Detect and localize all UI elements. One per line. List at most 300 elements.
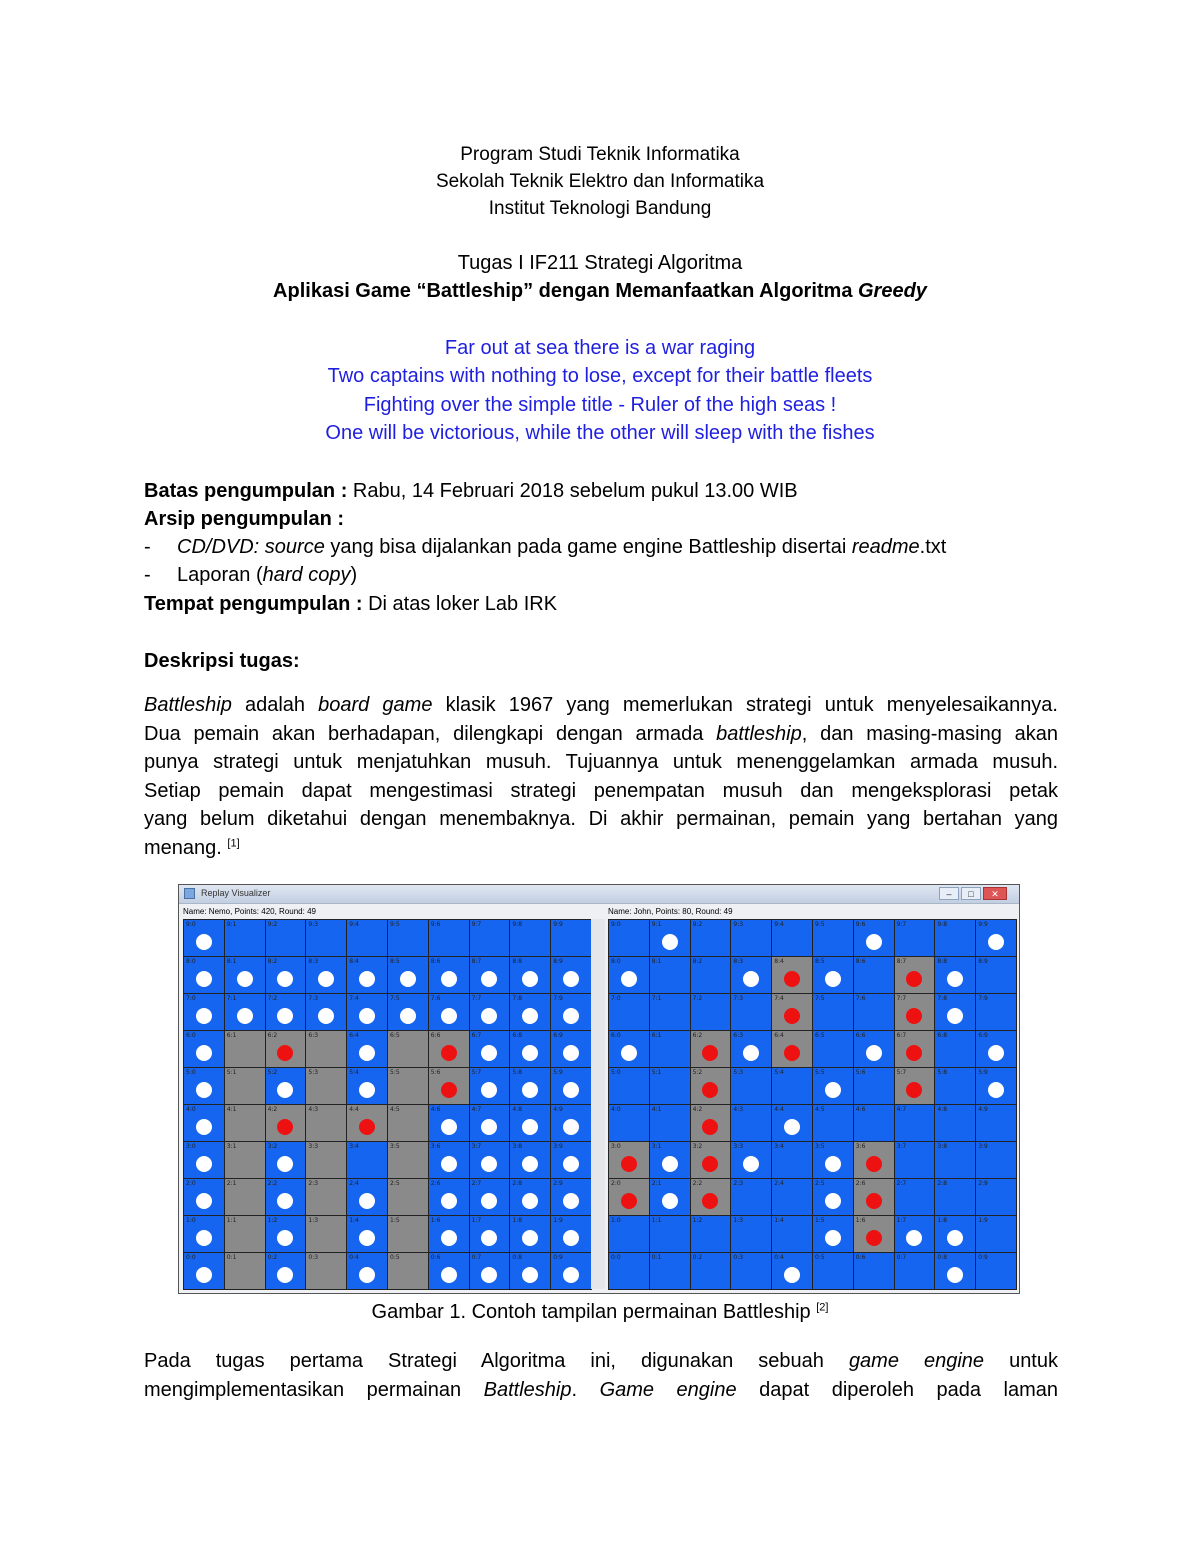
board-cell: 1:1 [649, 1215, 691, 1253]
board-cell: 2:3 [730, 1178, 772, 1216]
maximize-icon[interactable]: □ [961, 887, 981, 900]
poem-line-2: Two captains with nothing to lose, except for their battle fleets [327, 365, 873, 387]
board-cell: 7:6 [853, 993, 895, 1031]
board-cell: 5:6 [428, 1067, 470, 1105]
board-cell: 6:3 [305, 1030, 347, 1068]
board-cell: 9:3 [305, 919, 347, 957]
miss-marker [947, 1008, 963, 1024]
miss-marker [481, 1230, 497, 1246]
hit-marker [784, 1008, 800, 1024]
board-cell: 9:1 [224, 919, 266, 957]
board-cell: 8:6 [428, 956, 470, 994]
miss-marker [825, 1230, 841, 1246]
miss-marker [866, 934, 882, 950]
board-cell: 1:2 [265, 1215, 307, 1253]
board-cell: 9:6 [853, 919, 895, 957]
miss-marker [784, 1267, 800, 1283]
poem-line-3: Fighting over the simple title - Ruler of the high seas ! [363, 394, 837, 416]
description-line: punya strategi untuk menjatuhkan musuh. Tujuannya untuk menenggelamkan armada musuh. [144, 751, 1058, 774]
board-cell: 9:4 [346, 919, 388, 957]
miss-marker [196, 1267, 212, 1283]
board-cell: 7:5 [387, 993, 429, 1031]
closing-paragraph [144, 1347, 1058, 1404]
board-cell: 8:3 [730, 956, 772, 994]
minimize-icon[interactable]: – [939, 887, 959, 900]
board-cell: 3:9 [550, 1141, 592, 1179]
hit-marker [702, 1045, 718, 1061]
miss-marker [522, 1230, 538, 1246]
board-cell: 2:5 [812, 1178, 854, 1216]
hit-marker [277, 1119, 293, 1135]
board-cell: 6:8 [509, 1030, 551, 1068]
board-cell: 4:4 [771, 1104, 813, 1142]
miss-marker [522, 1082, 538, 1098]
board-cell: 3:6 [428, 1141, 470, 1179]
board-cell: 1:9 [975, 1215, 1017, 1253]
miss-marker [481, 1008, 497, 1024]
board-cell: 3:8 [934, 1141, 976, 1179]
miss-marker [481, 1156, 497, 1172]
miss-marker [277, 1193, 293, 1209]
miss-marker [196, 1230, 212, 1246]
app-icon [184, 888, 195, 899]
miss-marker [196, 1193, 212, 1209]
board-cell: 8:8 [934, 956, 976, 994]
board-cell: 6:1 [224, 1030, 266, 1068]
board-cell: 4:3 [730, 1104, 772, 1142]
board-cell: 5:2 [690, 1067, 732, 1105]
miss-marker [825, 1082, 841, 1098]
board-cell: 1:3 [730, 1215, 772, 1253]
board-cell: 7:3 [730, 993, 772, 1031]
board-cell: 1:0 [183, 1215, 225, 1253]
miss-marker [825, 971, 841, 987]
miss-marker [662, 934, 678, 950]
board-cell: 7:4 [346, 993, 388, 1031]
board-cell: 4:7 [894, 1104, 936, 1142]
archive-label: Arsip pengumpulan : [144, 508, 344, 530]
title-italic: Greedy [858, 280, 927, 302]
board-cell: 6:6 [428, 1030, 470, 1068]
board-cell: 0:1 [224, 1252, 266, 1290]
miss-marker [277, 1230, 293, 1246]
hit-marker [866, 1156, 882, 1172]
hit-marker [441, 1082, 457, 1098]
board-cell: 4:2 [265, 1104, 307, 1142]
miss-marker [359, 1045, 375, 1061]
board-cell: 7:6 [428, 993, 470, 1031]
miss-marker [400, 971, 416, 987]
board-cell: 6:7 [894, 1030, 936, 1068]
miss-marker [522, 1156, 538, 1172]
board-cell: 9:0 [608, 919, 650, 957]
board-cell: 5:8 [509, 1067, 551, 1105]
board-cell: 8:9 [550, 956, 592, 994]
miss-marker [563, 1230, 579, 1246]
place-value: Di atas loker Lab IRK [362, 593, 558, 615]
board-cell: 1:7 [894, 1215, 936, 1253]
board-cell: 8:4 [346, 956, 388, 994]
miss-marker [522, 1193, 538, 1209]
miss-marker [947, 1267, 963, 1283]
board-cell: 7:7 [469, 993, 511, 1031]
board-cell: 6:3 [730, 1030, 772, 1068]
board-cell: 5:3 [730, 1067, 772, 1105]
hit-marker [906, 1082, 922, 1098]
miss-marker [196, 1119, 212, 1135]
school-name: Sekolah Teknik Elektro dan Informatika [435, 171, 765, 192]
board-cell: 5:0 [608, 1067, 650, 1105]
board-cell: 0:7 [894, 1252, 936, 1290]
board-cell: 1:9 [550, 1215, 592, 1253]
institute-name: Institut Teknologi Bandung [488, 198, 712, 219]
poem-line-4: One will be victorious, while the other will sleep with the fishes [325, 422, 875, 444]
board-cell: 0:7 [469, 1252, 511, 1290]
board-cell: 7:8 [509, 993, 551, 1031]
board-cell: 1:1 [224, 1215, 266, 1253]
board-cell: 2:7 [469, 1178, 511, 1216]
miss-marker [522, 971, 538, 987]
miss-marker [277, 1082, 293, 1098]
miss-marker [866, 1045, 882, 1061]
board-cell: 5:2 [265, 1067, 307, 1105]
board-cell: 7:0 [608, 993, 650, 1031]
hit-marker [702, 1082, 718, 1098]
board-cell: 9:9 [550, 919, 592, 957]
miss-marker [743, 971, 759, 987]
board-cell: 0:6 [853, 1252, 895, 1290]
board-cell: 3:1 [649, 1141, 691, 1179]
board-cell: 3:0 [608, 1141, 650, 1179]
miss-marker [825, 1193, 841, 1209]
board-cell: 7:4 [771, 993, 813, 1031]
board-cell: 2:9 [550, 1178, 592, 1216]
board-cell: 2:0 [608, 1178, 650, 1216]
board-cell: 7:3 [305, 993, 347, 1031]
closing-line-2: mengimplementasikan permainan Battleship. Game engine dapat diperoleh pada laman [144, 1378, 1058, 1401]
board-cell: 6:5 [387, 1030, 429, 1068]
board-cell: 8:5 [387, 956, 429, 994]
board-cell: 0:8 [509, 1252, 551, 1290]
board-cell: 4:1 [224, 1104, 266, 1142]
miss-marker [988, 1045, 1004, 1061]
miss-marker [988, 1082, 1004, 1098]
miss-marker [196, 934, 212, 950]
board-cell: 7:0 [183, 993, 225, 1031]
miss-marker [318, 1008, 334, 1024]
board-cell: 7:2 [265, 993, 307, 1031]
miss-marker [481, 1193, 497, 1209]
miss-marker [522, 1267, 538, 1283]
miss-marker [441, 1267, 457, 1283]
miss-marker [825, 1156, 841, 1172]
board-cell: 6:4 [346, 1030, 388, 1068]
miss-marker [277, 1156, 293, 1172]
board-cell: 4:1 [649, 1104, 691, 1142]
board-cell: 3:1 [224, 1141, 266, 1179]
board-cell: 2:8 [509, 1178, 551, 1216]
description-line: Setiap pemain dapat mengestimasi strategi penempatan musuh dan mengeksplorasi petak [144, 779, 1058, 802]
miss-marker [481, 1267, 497, 1283]
board-cell: 0:0 [183, 1252, 225, 1290]
board-cell: 2:8 [934, 1178, 976, 1216]
board-cell: 0:3 [305, 1252, 347, 1290]
miss-marker [522, 1045, 538, 1061]
hit-marker [906, 971, 922, 987]
board-cell: 6:4 [771, 1030, 813, 1068]
board-cell: 8:2 [690, 956, 732, 994]
board-cell: 1:5 [812, 1215, 854, 1253]
board-cell: 8:7 [469, 956, 511, 994]
hit-marker [866, 1230, 882, 1246]
board-cell: 1:7 [469, 1215, 511, 1253]
miss-marker [563, 971, 579, 987]
board-cell: 3:8 [509, 1141, 551, 1179]
board-cell: 8:8 [509, 956, 551, 994]
board-cell: 7:9 [975, 993, 1017, 1031]
board-cell: 6:5 [812, 1030, 854, 1068]
board-cell: 4:5 [387, 1104, 429, 1142]
miss-marker [481, 1119, 497, 1135]
board-cell: 3:2 [690, 1141, 732, 1179]
board-cell: 5:0 [183, 1067, 225, 1105]
description-line: menang. [1] [144, 836, 240, 859]
board-cell: 4:2 [690, 1104, 732, 1142]
board-cell: 8:0 [183, 956, 225, 994]
board-cell: 3:5 [387, 1141, 429, 1179]
board-cell: 5:9 [550, 1067, 592, 1105]
board-cell: 9:0 [183, 919, 225, 957]
miss-marker [621, 971, 637, 987]
board-cell: 1:6 [853, 1215, 895, 1253]
hit-marker [277, 1045, 293, 1061]
miss-marker [196, 1008, 212, 1024]
archive-item-2: - Laporan (hard copy) [144, 564, 358, 586]
board-cell: 6:0 [608, 1030, 650, 1068]
hit-marker [784, 971, 800, 987]
board-cell: 2:6 [428, 1178, 470, 1216]
miss-marker [359, 1267, 375, 1283]
miss-marker [277, 1008, 293, 1024]
miss-marker [522, 1008, 538, 1024]
board-cell: 1:8 [509, 1215, 551, 1253]
board-cell: 0:3 [730, 1252, 772, 1290]
board-cell: 0:4 [346, 1252, 388, 1290]
board-cell: 3:2 [265, 1141, 307, 1179]
board-cell: 7:7 [894, 993, 936, 1031]
board-cell: 4:0 [608, 1104, 650, 1142]
board-cell: 9:3 [730, 919, 772, 957]
miss-marker [318, 971, 334, 987]
miss-marker [563, 1045, 579, 1061]
board-cell: 5:4 [771, 1067, 813, 1105]
board-cell: 2:4 [771, 1178, 813, 1216]
board-cell: 8:1 [224, 956, 266, 994]
title-main: Aplikasi Game “Battleship” dengan Memanfaatkan Algoritma [273, 280, 858, 302]
deadline-label: Batas pengumpulan : [144, 480, 348, 502]
miss-marker [743, 1045, 759, 1061]
board-cell: 5:5 [387, 1067, 429, 1105]
board-cell: 0:5 [387, 1252, 429, 1290]
board-cell: 0:2 [690, 1252, 732, 1290]
miss-marker [522, 1119, 538, 1135]
board-cell: 6:2 [265, 1030, 307, 1068]
board-cell: 5:7 [894, 1067, 936, 1105]
miss-marker [277, 1267, 293, 1283]
miss-marker [359, 1008, 375, 1024]
board-cell: 0:9 [975, 1252, 1017, 1290]
board-cell: 0:0 [608, 1252, 650, 1290]
hit-marker [784, 1045, 800, 1061]
place-label: Tempat pengumpulan : [144, 593, 363, 615]
poem-line-1: Far out at sea there is a war raging [444, 337, 756, 359]
board-cell: 8:2 [265, 956, 307, 994]
board-cell: 3:6 [853, 1141, 895, 1179]
miss-marker [563, 1082, 579, 1098]
board-cell: 0:9 [550, 1252, 592, 1290]
hit-marker [621, 1156, 637, 1172]
board-cell: 5:1 [649, 1067, 691, 1105]
board-cell: 5:3 [305, 1067, 347, 1105]
board-cell: 2:2 [690, 1178, 732, 1216]
board-cell: 1:4 [771, 1215, 813, 1253]
board-cell: 5:7 [469, 1067, 511, 1105]
hit-marker [702, 1193, 718, 1209]
board-cell: 2:9 [975, 1178, 1017, 1216]
miss-marker [621, 1045, 637, 1061]
player2-label: Name: John, Points: 80, Round: 49 [608, 907, 733, 916]
window-title: Replay Visualizer [201, 888, 271, 898]
board-cell: 2:1 [224, 1178, 266, 1216]
miss-marker [563, 1267, 579, 1283]
miss-marker [441, 971, 457, 987]
board-cell: 5:6 [853, 1067, 895, 1105]
board-cell: 7:1 [224, 993, 266, 1031]
board-cell: 4:6 [853, 1104, 895, 1142]
board-cell: 2:0 [183, 1178, 225, 1216]
board-cell: 3:4 [771, 1141, 813, 1179]
miss-marker [481, 1045, 497, 1061]
board-cell: 2:3 [305, 1178, 347, 1216]
board-cell: 8:1 [649, 956, 691, 994]
board-cell: 4:4 [346, 1104, 388, 1142]
board-cell: 4:8 [934, 1104, 976, 1142]
board-cell: 4:7 [469, 1104, 511, 1142]
board-cell: 7:2 [690, 993, 732, 1031]
board-cell: 8:3 [305, 956, 347, 994]
board-cell: 1:6 [428, 1215, 470, 1253]
board-cell: 5:9 [975, 1067, 1017, 1105]
battleship-screenshot [178, 884, 1020, 1294]
miss-marker [196, 1045, 212, 1061]
miss-marker [662, 1156, 678, 1172]
miss-marker [441, 1230, 457, 1246]
board-cell: 3:9 [975, 1141, 1017, 1179]
board-cell: 9:1 [649, 919, 691, 957]
hit-marker [906, 1008, 922, 1024]
board-cell: 6:0 [183, 1030, 225, 1068]
board-cell: 3:0 [183, 1141, 225, 1179]
miss-marker [441, 1156, 457, 1172]
miss-marker [359, 1193, 375, 1209]
board-cell: 0:2 [265, 1252, 307, 1290]
deadline-line [144, 477, 798, 505]
miss-marker [563, 1193, 579, 1209]
hit-marker [906, 1045, 922, 1061]
board-cell: 1:4 [346, 1215, 388, 1253]
close-icon[interactable]: ✕ [983, 887, 1007, 900]
board-cell: 9:8 [509, 919, 551, 957]
board-cell: 7:9 [550, 993, 592, 1031]
board-cell: 7:5 [812, 993, 854, 1031]
board-cell: 3:5 [812, 1141, 854, 1179]
player2-board [608, 919, 1016, 1289]
miss-marker [441, 1119, 457, 1135]
miss-marker [481, 1082, 497, 1098]
board-cell: 4:5 [812, 1104, 854, 1142]
board-cell: 1:5 [387, 1215, 429, 1253]
board-cell: 5:1 [224, 1067, 266, 1105]
miss-marker [237, 971, 253, 987]
board-cell: 7:8 [934, 993, 976, 1031]
board-cell: 6:6 [853, 1030, 895, 1068]
board-cell: 9:9 [975, 919, 1017, 957]
board-cell: 9:7 [894, 919, 936, 957]
figure-caption: Gambar 1. Contoh tampilan permainan Battleship [2] [371, 1301, 829, 1323]
miss-marker [359, 1230, 375, 1246]
miss-marker [196, 1156, 212, 1172]
board-cell: 5:4 [346, 1067, 388, 1105]
miss-marker [481, 971, 497, 987]
miss-marker [906, 1230, 922, 1246]
description-line: Battleship adalah board game klasik 1967 yang memerlukan strategi untuk menyelesaikannya. [144, 694, 1058, 716]
board-cell: 3:4 [346, 1141, 388, 1179]
course-title: Tugas I IF211 Strategi Algoritma [457, 252, 743, 274]
closing-line-1: Pada tugas pertama Strategi Algoritma ini, digunakan sebuah game engine untuk [144, 1350, 1058, 1372]
miss-marker [277, 971, 293, 987]
player1-board [183, 919, 591, 1289]
board-cell: 8:6 [853, 956, 895, 994]
board-cell: 8:4 [771, 956, 813, 994]
miss-marker [662, 1193, 678, 1209]
miss-marker [563, 1156, 579, 1172]
board-cell: 3:7 [894, 1141, 936, 1179]
board-cell: 7:1 [649, 993, 691, 1031]
miss-marker [947, 1230, 963, 1246]
board-cell: 1:8 [934, 1215, 976, 1253]
description-paragraph [144, 691, 1058, 863]
board-cell: 8:7 [894, 956, 936, 994]
board-cell: 4:9 [975, 1104, 1017, 1142]
miss-marker [441, 1193, 457, 1209]
board-cell: 4:9 [550, 1104, 592, 1142]
board-cell: 4:8 [509, 1104, 551, 1142]
deadline-value: Rabu, 14 Februari 2018 sebelum pukul 13.00 WIB [347, 480, 798, 502]
miss-marker [743, 1156, 759, 1172]
board-cell: 2:1 [649, 1178, 691, 1216]
board-cell: 9:6 [428, 919, 470, 957]
board-cell: 0:5 [812, 1252, 854, 1290]
board-cell: 8:9 [975, 956, 1017, 994]
miss-marker [784, 1119, 800, 1135]
board-cell: 3:3 [730, 1141, 772, 1179]
window-titlebar [179, 885, 1019, 904]
board-cell: 2:7 [894, 1178, 936, 1216]
hit-marker [359, 1119, 375, 1135]
board-cell: 2:5 [387, 1178, 429, 1216]
board-cell: 9:2 [265, 919, 307, 957]
board-cell: 9:7 [469, 919, 511, 957]
